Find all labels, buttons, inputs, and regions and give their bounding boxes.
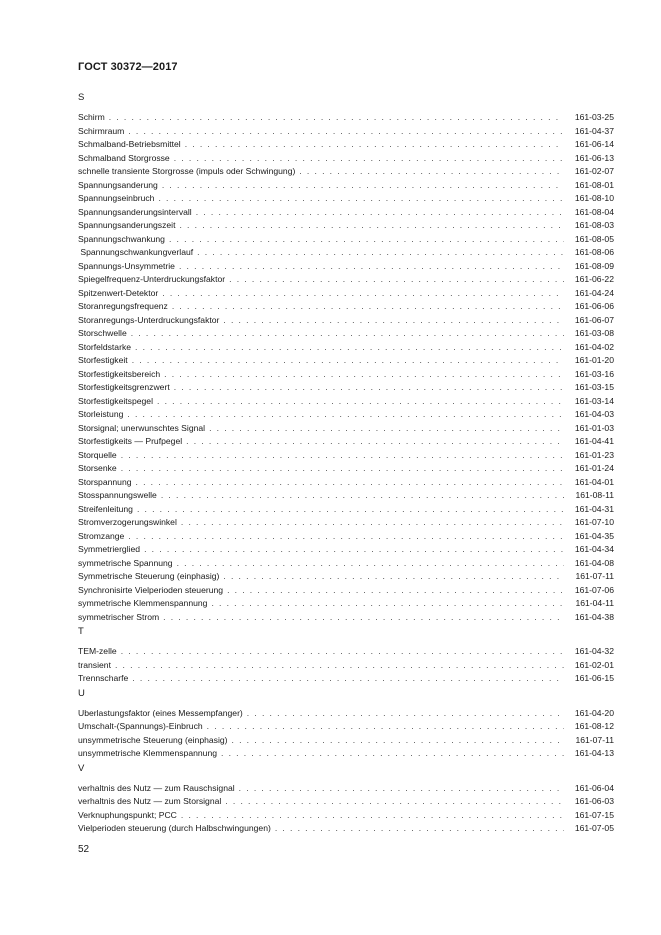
index-entry bbox=[78, 354, 614, 368]
index-entry bbox=[78, 489, 614, 503]
document-header: ГОСТ 30372—2017 bbox=[78, 61, 178, 73]
index-entry bbox=[78, 809, 614, 823]
entry-code: 161-08-05 bbox=[574, 233, 614, 244]
entry-term: verhaltnis des Nutz — zum Storsignal bbox=[78, 796, 222, 806]
index-entry bbox=[78, 720, 614, 734]
index-entry bbox=[78, 327, 614, 341]
entry-term: Storfestigkeitspegel bbox=[78, 395, 153, 406]
dot-leader bbox=[121, 645, 564, 659]
entry-code: 161-02-01 bbox=[574, 659, 614, 670]
index-entry bbox=[78, 435, 614, 449]
index-entry bbox=[78, 219, 614, 233]
entry-term: Spannungsanderungszeit bbox=[78, 220, 176, 230]
dot-leader bbox=[169, 233, 564, 247]
dot-leader bbox=[247, 707, 564, 721]
index-entry bbox=[78, 179, 614, 193]
index-entry bbox=[78, 246, 614, 260]
entry-term: Vielperioden steuerung (durch Halbschwingungen) bbox=[78, 823, 271, 833]
index-entry bbox=[78, 408, 614, 422]
entry-code: 161-04-32 bbox=[574, 646, 614, 656]
entry-code: 161-06-15 bbox=[574, 673, 614, 683]
section-letter: V bbox=[78, 762, 85, 774]
entry-code: 161-08-01 bbox=[574, 179, 614, 190]
dot-leader bbox=[299, 165, 564, 179]
index-entry bbox=[78, 125, 614, 139]
entry-term: symmetrischer Strom bbox=[78, 611, 160, 622]
dot-leader bbox=[128, 530, 564, 544]
entry-term: Spannungschwankung bbox=[78, 233, 165, 244]
dot-leader bbox=[161, 489, 564, 503]
index-entry bbox=[78, 570, 614, 584]
entry-term: Storfestigkeits — Prufpegel bbox=[78, 436, 183, 446]
entry-term: Uberlastungsfaktor (eines Messempfanger) bbox=[78, 707, 243, 718]
index-entry bbox=[78, 260, 614, 274]
index-entry bbox=[78, 206, 614, 220]
index-entry bbox=[78, 747, 614, 761]
index-entry bbox=[78, 611, 614, 625]
entry-code: 161-04-35 bbox=[574, 530, 614, 541]
dot-leader bbox=[196, 206, 564, 220]
index-entry bbox=[78, 287, 614, 301]
index-entry bbox=[78, 795, 614, 809]
entry-code: 161-04-38 bbox=[574, 611, 614, 622]
entry-term: Spannungs-Unsymmetrie bbox=[78, 260, 175, 271]
index-entry bbox=[78, 530, 614, 544]
dot-leader bbox=[157, 395, 564, 409]
dot-leader bbox=[186, 435, 564, 449]
entry-term: Verknuphungspunkt; PCC bbox=[78, 809, 177, 820]
entry-code: 161-07-11 bbox=[575, 734, 614, 745]
dot-leader bbox=[223, 570, 564, 584]
entry-term: unsymmetrische Steuerung (einphasig) bbox=[78, 734, 228, 745]
dot-leader bbox=[227, 584, 564, 598]
entry-term: Schirm bbox=[78, 112, 105, 122]
index-entry bbox=[78, 659, 614, 673]
entry-code: 161-07-06 bbox=[574, 584, 614, 595]
entry-code: 161-01-24 bbox=[574, 463, 614, 473]
dot-leader bbox=[121, 449, 564, 463]
entry-code: 161-08-10 bbox=[574, 193, 614, 203]
entry-code: 161-04-02 bbox=[574, 341, 614, 352]
dot-leader bbox=[174, 381, 564, 395]
index-entry bbox=[78, 341, 614, 355]
entry-term: Stromverzogerungswinkel bbox=[78, 517, 177, 527]
entry-term: Stosspannungswelle bbox=[78, 490, 157, 500]
dot-leader bbox=[172, 300, 564, 314]
dot-leader bbox=[121, 462, 564, 476]
index-section bbox=[78, 688, 614, 761]
index-entry bbox=[78, 557, 614, 571]
entry-term: Spannungschwankungverlauf bbox=[78, 247, 194, 257]
entry-term: Synchronisirte Vielperioden steuerung bbox=[78, 584, 224, 595]
index-entry bbox=[78, 233, 614, 247]
dot-leader bbox=[209, 422, 564, 436]
entry-term: schnelle transiente Storgrosse (impuls oder Schwingung) bbox=[78, 166, 296, 176]
dot-leader bbox=[179, 219, 564, 233]
index-entry bbox=[78, 584, 614, 598]
entry-term: Storleistung bbox=[78, 409, 124, 419]
dot-leader bbox=[136, 476, 564, 490]
entry-code: 161-07-10 bbox=[574, 517, 614, 527]
index-section bbox=[78, 626, 614, 686]
dot-leader bbox=[132, 672, 564, 686]
entry-term: Storfestigkeitsbereich bbox=[78, 368, 161, 379]
entry-term: Schmalband-Betriebsmittel bbox=[78, 139, 181, 149]
entry-code: 161-04-11 bbox=[575, 598, 614, 608]
index-entry bbox=[78, 395, 614, 409]
entry-code: 161-07-05 bbox=[574, 823, 614, 833]
index-entry bbox=[78, 300, 614, 314]
dot-leader bbox=[181, 516, 564, 530]
entry-term: Schmalband Storgrosse bbox=[78, 152, 170, 163]
dot-leader bbox=[163, 611, 564, 625]
dot-leader bbox=[177, 557, 564, 571]
entry-code: 161-08-11 bbox=[575, 490, 614, 500]
index-entry bbox=[78, 516, 614, 530]
index-section bbox=[78, 92, 614, 624]
entry-term: Storschwelle bbox=[78, 328, 127, 338]
entry-term: TEM-zelle bbox=[78, 646, 117, 656]
entry-code: 161-08-04 bbox=[574, 206, 614, 217]
entry-term: Storfestigkeit bbox=[78, 355, 128, 365]
dot-leader bbox=[127, 408, 564, 422]
entry-term: Spiegelfrequenz-Unterdruckungsfaktor bbox=[78, 274, 226, 284]
dot-leader bbox=[179, 260, 564, 274]
dot-leader bbox=[197, 246, 564, 260]
entry-code: 161-06-06 bbox=[574, 301, 614, 311]
entry-term: Storspannung bbox=[78, 476, 132, 487]
index-section bbox=[78, 763, 614, 836]
index-entry bbox=[78, 462, 614, 476]
dot-leader bbox=[128, 125, 564, 139]
entry-term: Spitzenwert-Detektor bbox=[78, 287, 159, 298]
entry-code: 161-03-14 bbox=[574, 395, 614, 406]
entry-term: Storfeldstarke bbox=[78, 341, 132, 352]
entry-code: 161-04-20 bbox=[574, 707, 614, 718]
entry-code: 161-07-15 bbox=[574, 809, 614, 820]
index-entry bbox=[78, 111, 614, 125]
entry-term: Storquelle bbox=[78, 449, 117, 460]
section-letter: U bbox=[78, 687, 85, 699]
entry-code: 161-03-16 bbox=[574, 368, 614, 379]
entry-code: 161-04-13 bbox=[574, 748, 614, 758]
index-entry bbox=[78, 672, 614, 686]
entry-term: Storfestigkeitsgrenzwert bbox=[78, 382, 170, 392]
dot-leader bbox=[115, 659, 564, 673]
index-entry bbox=[78, 543, 614, 557]
dot-leader bbox=[223, 314, 564, 328]
dot-leader bbox=[174, 152, 564, 166]
entry-term: transient bbox=[78, 659, 111, 670]
entry-code: 161-08-03 bbox=[574, 220, 614, 230]
index-entry bbox=[78, 707, 614, 721]
entry-term: Storsignal; unerwunschtes Signal bbox=[78, 422, 206, 433]
entry-term: unsymmetrische Klemmenspannung bbox=[78, 748, 217, 758]
index-entry bbox=[78, 503, 614, 517]
index-entry bbox=[78, 152, 614, 166]
entry-code: 161-06-03 bbox=[574, 796, 614, 806]
index-entry bbox=[78, 597, 614, 611]
dot-leader bbox=[225, 795, 564, 809]
index-entry bbox=[78, 645, 614, 659]
entry-code: 161-04-31 bbox=[574, 503, 614, 514]
entry-term: Storanregungsfrequenz bbox=[78, 301, 168, 311]
dot-leader bbox=[132, 354, 564, 368]
dot-leader bbox=[229, 273, 564, 287]
dot-leader bbox=[181, 809, 564, 823]
page-number: 52 bbox=[78, 844, 90, 855]
entry-term: symmetrische Spannung bbox=[78, 557, 173, 568]
dot-leader bbox=[137, 503, 564, 517]
entry-code: 161-01-23 bbox=[574, 449, 614, 460]
index-entry bbox=[78, 314, 614, 328]
dot-leader bbox=[232, 734, 564, 748]
entry-code: 161-06-04 bbox=[574, 782, 614, 793]
entry-code: 161-03-25 bbox=[574, 112, 614, 122]
entry-code: 161-04-24 bbox=[574, 287, 614, 298]
entry-term: Spannungseinbruch bbox=[78, 193, 155, 203]
entry-code: 161-07-11 bbox=[575, 571, 614, 581]
dot-leader bbox=[162, 179, 564, 193]
entry-term: Symmetrische Steuerung (einphasig) bbox=[78, 571, 220, 581]
entry-code: 161-04-03 bbox=[574, 409, 614, 419]
dot-leader bbox=[239, 782, 564, 796]
entry-term: Stromzange bbox=[78, 530, 125, 541]
dot-leader bbox=[158, 192, 564, 206]
entry-term: verhaltnis des Nutz — zum Rauschsignal bbox=[78, 782, 235, 793]
entry-term: Storanregungs-Unterdruckungsfaktor bbox=[78, 314, 220, 325]
dot-leader bbox=[221, 747, 564, 761]
index-entry bbox=[78, 273, 614, 287]
index-entry bbox=[78, 138, 614, 152]
index-entry bbox=[78, 822, 614, 836]
entry-code: 161-04-01 bbox=[574, 476, 614, 487]
entry-code: 161-04-34 bbox=[574, 544, 614, 554]
entry-code: 161-03-08 bbox=[574, 328, 614, 338]
dot-leader bbox=[185, 138, 564, 152]
dot-leader bbox=[162, 287, 564, 301]
entry-code: 161-04-41 bbox=[574, 436, 614, 446]
entry-code: 161-08-12 bbox=[574, 721, 614, 731]
index-entry bbox=[78, 381, 614, 395]
entry-term: Spannungsanderung bbox=[78, 179, 158, 190]
index-entry bbox=[78, 368, 614, 382]
section-letter: T bbox=[78, 626, 84, 637]
entry-code: 161-04-08 bbox=[574, 557, 614, 568]
entry-term: Streifenleitung bbox=[78, 503, 133, 514]
entry-term: Symmetrierglied bbox=[78, 544, 141, 554]
dot-leader bbox=[275, 822, 564, 836]
entry-code: 161-06-14 bbox=[574, 139, 614, 149]
index-entry bbox=[78, 734, 614, 748]
dot-leader bbox=[207, 720, 564, 734]
entry-term: Schirmraum bbox=[78, 125, 125, 136]
section-letter: S bbox=[78, 92, 85, 103]
entry-code: 161-03-15 bbox=[574, 382, 614, 392]
index-entry bbox=[78, 476, 614, 490]
entry-term: Trennscharfe bbox=[78, 673, 129, 683]
entry-term: symmetrische Klemmenspannung bbox=[78, 598, 208, 608]
entry-term: Umschalt-(Spannungs)-Einbruch bbox=[78, 721, 203, 731]
entry-code: 161-01-20 bbox=[574, 355, 614, 365]
index-entry bbox=[78, 449, 614, 463]
entry-code: 161-06-13 bbox=[574, 152, 614, 163]
index-entry bbox=[78, 782, 614, 796]
entry-code: 161-04-37 bbox=[574, 125, 614, 136]
dot-leader bbox=[131, 327, 564, 341]
dot-leader bbox=[211, 597, 564, 611]
entry-code: 161-08-06 bbox=[574, 247, 614, 257]
index-entry bbox=[78, 165, 614, 179]
entry-term: Storsenke bbox=[78, 463, 117, 473]
entry-code: 161-06-07 bbox=[574, 314, 614, 325]
term-index bbox=[78, 92, 614, 838]
entry-term: Spannungsanderungsintervall bbox=[78, 206, 192, 217]
entry-code: 161-02-07 bbox=[574, 166, 614, 176]
index-entry bbox=[78, 192, 614, 206]
entry-code: 161-08-09 bbox=[574, 260, 614, 271]
entry-code: 161-06-22 bbox=[574, 274, 614, 284]
entry-code: 161-01-03 bbox=[574, 422, 614, 433]
dot-leader bbox=[144, 543, 564, 557]
dot-leader bbox=[135, 341, 564, 355]
dot-leader bbox=[109, 111, 564, 125]
dot-leader bbox=[164, 368, 564, 382]
index-entry bbox=[78, 422, 614, 436]
